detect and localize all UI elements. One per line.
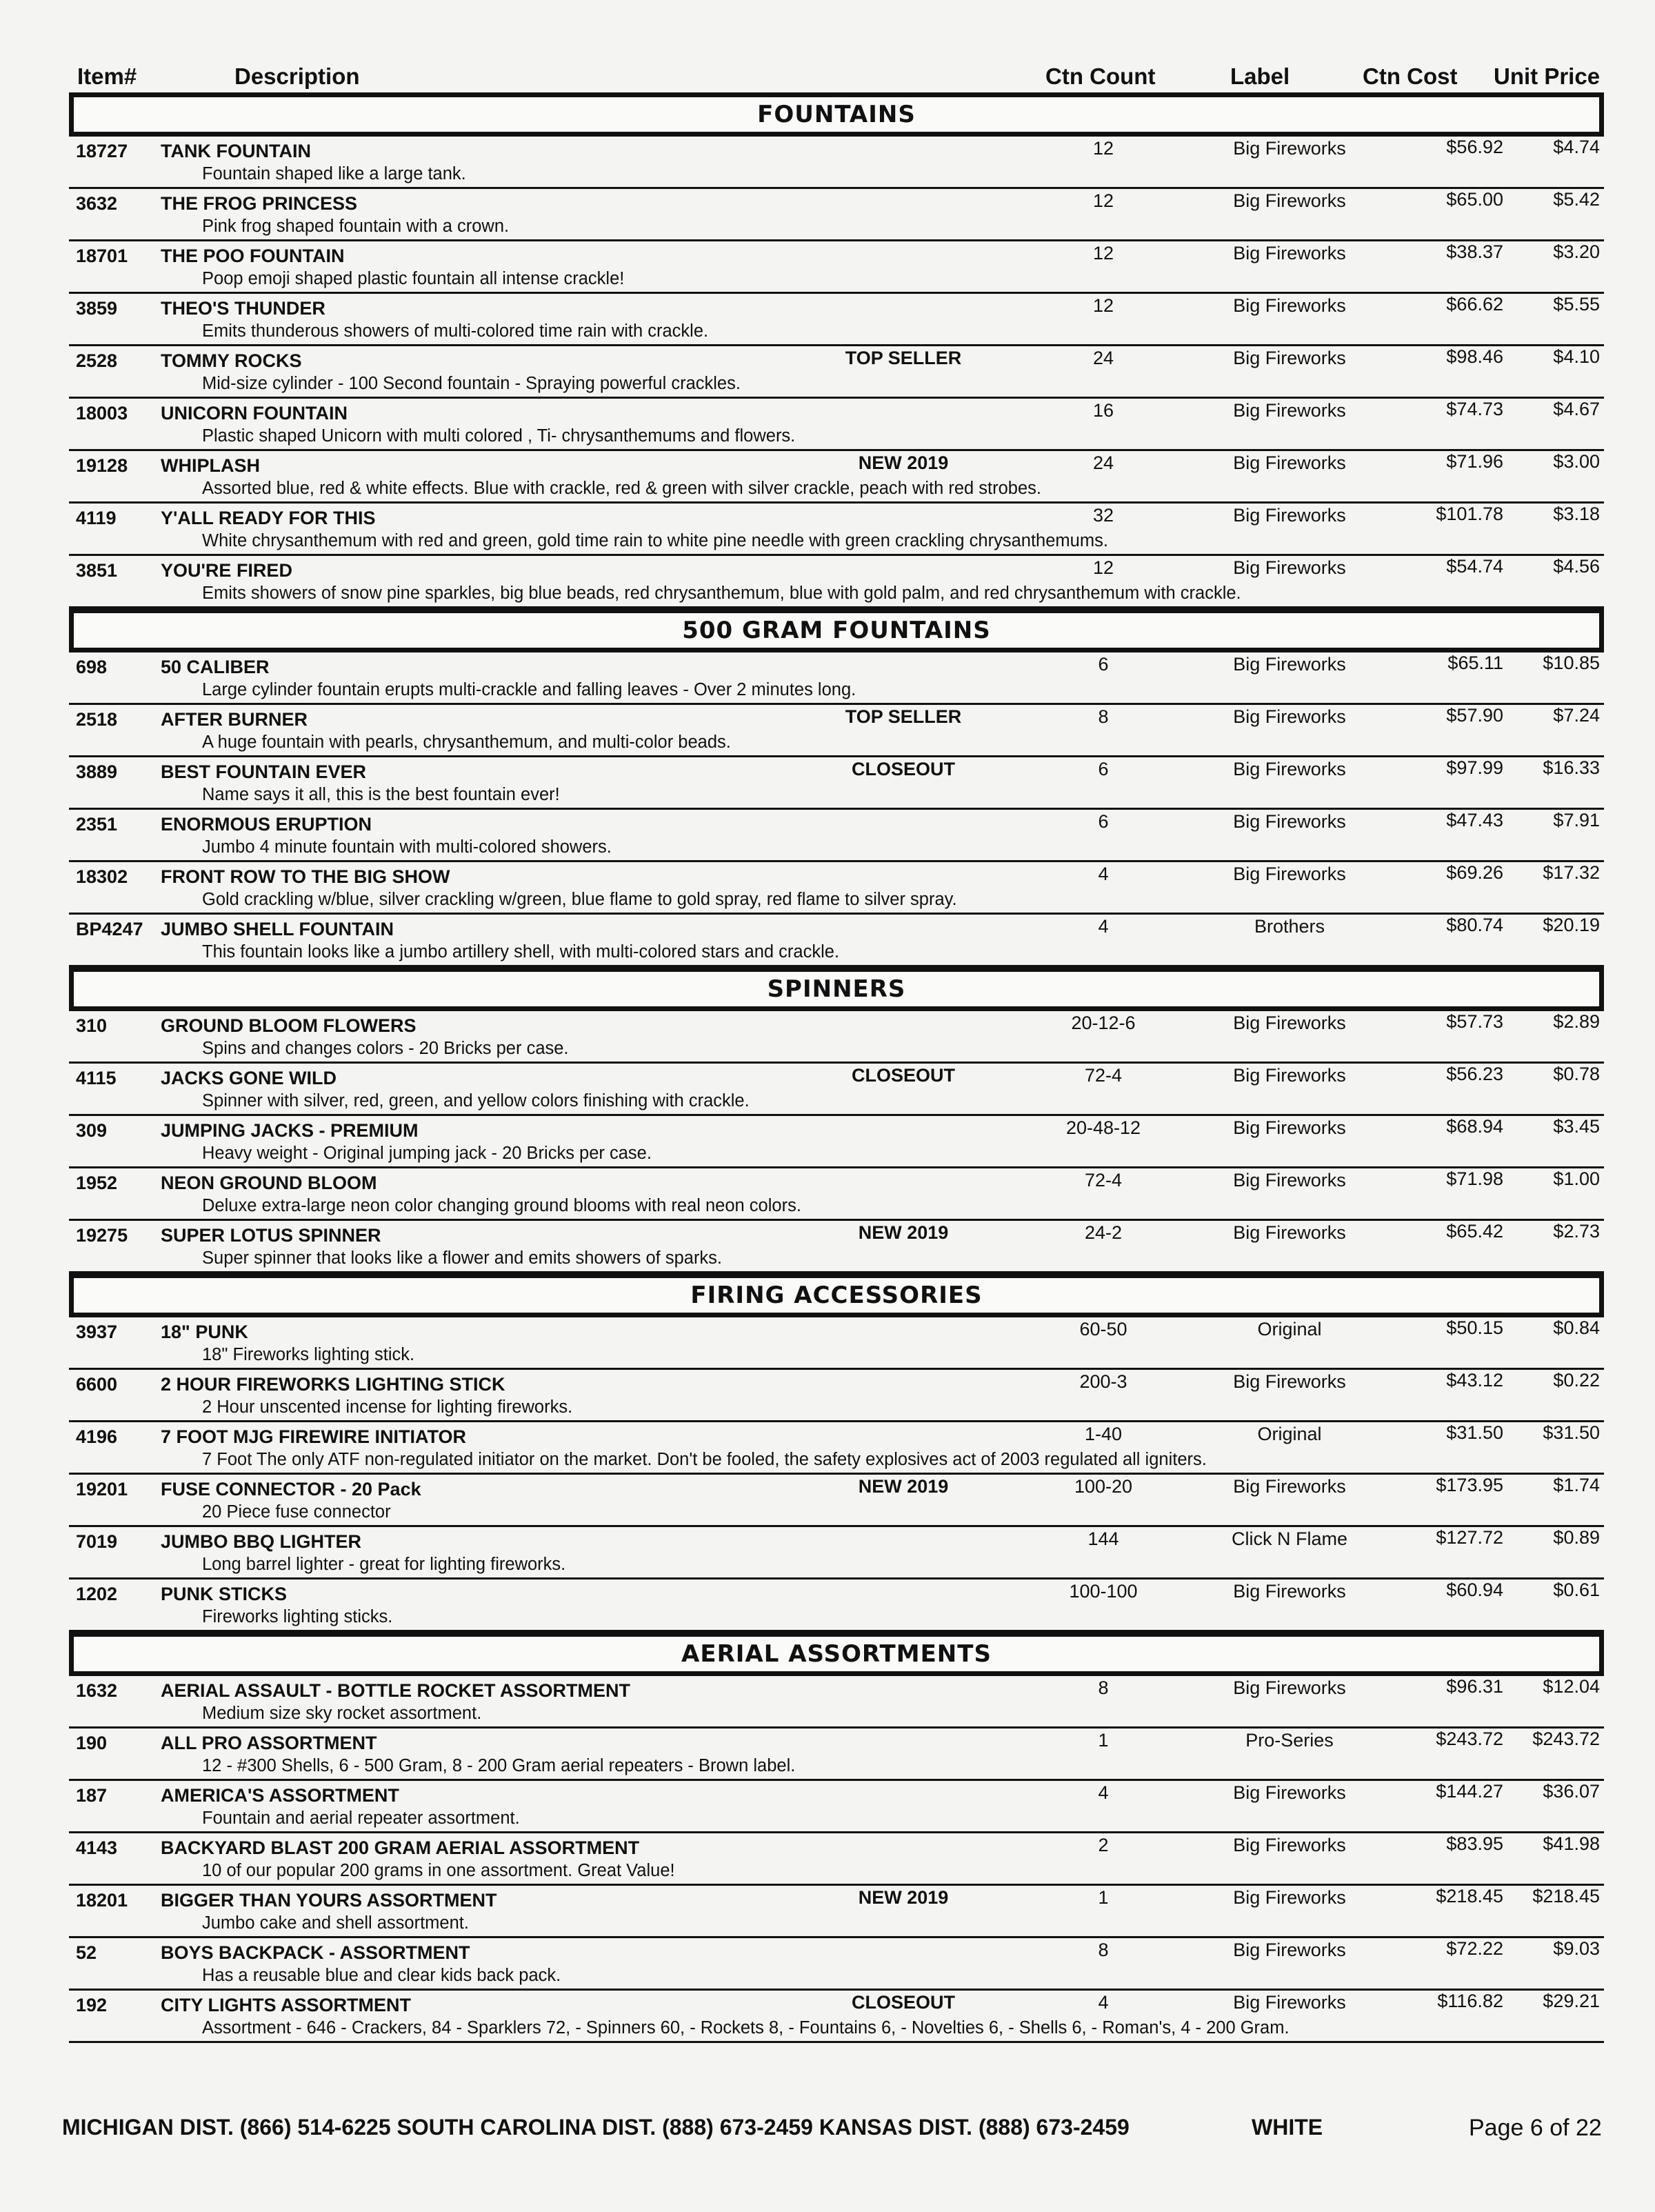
product-name: BIGGER THAN YOURS ASSORTMENT (161, 1890, 497, 1911)
product-description: A huge fountain with pearls, chrysanthemum, and multi-color beads. (202, 733, 731, 752)
carton-count: 8 (1098, 706, 1109, 727)
carton-count: 32 (1092, 505, 1114, 526)
status-badge: NEW 2019 (858, 1887, 949, 1908)
product-name: SUPER LOTUS SPINNER (161, 1225, 381, 1246)
product-name: ENORMOUS ERUPTION (161, 814, 372, 835)
table-row (69, 1011, 1604, 1064)
unit-price: $7.24 (1553, 705, 1600, 726)
brand-label: Big Fireworks (1233, 1887, 1346, 1908)
product-description: Heavy weight - Original jumping jack - 20 Bricks per case. (202, 1144, 652, 1163)
item-number: 3859 (76, 298, 118, 319)
unit-price: $218.45 (1532, 1886, 1600, 1906)
carton-count: 2 (1098, 1835, 1109, 1855)
table-row (69, 1422, 1604, 1475)
unit-price: $17.32 (1543, 862, 1600, 883)
table-row (69, 1064, 1604, 1116)
brand-label: Big Fireworks (1233, 243, 1346, 263)
carton-count: 12 (1092, 295, 1114, 316)
product-name: YOU'RE FIRED (161, 560, 292, 581)
item-number: 19275 (76, 1225, 128, 1246)
brand-label: Big Fireworks (1233, 864, 1346, 884)
unit-price: $3.18 (1553, 504, 1600, 524)
page-number: Page 6 of 22 (1469, 2115, 1602, 2141)
table-row (69, 1475, 1604, 1527)
product-description: Jumbo 4 minute fountain with multi-colored showers. (202, 837, 612, 857)
brand-label: Big Fireworks (1233, 654, 1346, 675)
product-name: THEO'S THUNDER (161, 298, 325, 319)
unit-price: $4.56 (1553, 556, 1600, 577)
unit-price: $4.10 (1553, 346, 1600, 367)
table-row (69, 1676, 1604, 1728)
carton-cost: $65.00 (1446, 189, 1503, 210)
product-description: Assortment - 646 - Crackers, 84 - Sparklers 72, - Spinners 60, - Rockets 8, - Fountains 6, - Novelties 6, - Shells 6, - Roman's, 4 - 200 Gram. (202, 2018, 1290, 2037)
carton-count: 8 (1098, 1677, 1109, 1698)
carton-count: 100-20 (1074, 1476, 1133, 1497)
carton-cost: $83.95 (1446, 1833, 1503, 1854)
table-row (69, 1317, 1604, 1370)
carton-cost: $38.37 (1446, 241, 1503, 262)
status-badge: CLOSEOUT (851, 759, 955, 779)
table-row (69, 189, 1604, 241)
carton-cost: $31.50 (1446, 1422, 1503, 1443)
brand-label: Big Fireworks (1233, 706, 1346, 727)
status-badge: NEW 2019 (858, 452, 949, 473)
item-number: 18701 (76, 246, 128, 266)
product-name: ALL PRO ASSORTMENT (161, 1733, 377, 1753)
carton-count: 1 (1098, 1887, 1109, 1908)
carton-count: 12 (1092, 190, 1114, 211)
carton-count: 60-50 (1079, 1319, 1127, 1339)
carton-count: 20-48-12 (1065, 1117, 1141, 1138)
carton-count: 200-3 (1079, 1371, 1127, 1392)
product-description: Fountain shaped like a large tank. (202, 164, 466, 183)
carton-cost: $65.11 (1447, 652, 1503, 673)
item-number: 52 (76, 1942, 97, 1963)
item-number: 1952 (76, 1173, 118, 1193)
unit-price: $5.42 (1553, 189, 1600, 210)
item-number: 18302 (76, 866, 128, 887)
brand-label: Big Fireworks (1233, 557, 1346, 578)
product-description: 12 - #300 Shells, 6 - 500 Gram, 8 - 200 Gram aerial repeaters - Brown label. (202, 1756, 796, 1775)
product-description: Has a reusable blue and clear kids back pack. (202, 1966, 561, 1985)
carton-cost: $56.23 (1446, 1064, 1503, 1084)
unit-price: $16.33 (1543, 757, 1600, 778)
product-description: Medium size sky rocket assortment. (202, 1704, 482, 1723)
product-description: Assorted blue, red & white effects. Blue with crackle, red & green with silver crackle, peach with red strobes. (202, 479, 1042, 498)
carton-cost: $60.94 (1446, 1580, 1503, 1600)
carton-count: 72-4 (1084, 1170, 1123, 1190)
brand-label: Original (1257, 1319, 1322, 1339)
table-row (69, 137, 1604, 189)
table-row (69, 1580, 1604, 1632)
brand-label: Big Fireworks (1233, 1065, 1346, 1086)
table-row (69, 1527, 1604, 1580)
product-name: AFTER BURNER (161, 709, 308, 730)
section-header: FIRING ACCESSORIES (69, 1273, 1604, 1317)
carton-cost: $101.78 (1436, 504, 1503, 524)
product-name: FRONT ROW TO THE BIG SHOW (161, 866, 450, 887)
unit-price: $3.00 (1553, 451, 1600, 472)
brand-label: Brothers (1254, 916, 1325, 937)
product-description: 7 Foot The only ATF non-regulated initiator on the market. Don't be fooled, the safety explosives act of 2003 regulated all igniters. (202, 1450, 1207, 1469)
carton-cost: $50.15 (1446, 1317, 1503, 1338)
product-description: Long barrel lighter - great for lighting fireworks. (202, 1555, 566, 1574)
product-name: GROUND BLOOM FLOWERS (161, 1015, 417, 1036)
status-badge: NEW 2019 (858, 1222, 949, 1243)
item-number: 18003 (76, 403, 128, 424)
carton-cost: $144.27 (1436, 1781, 1503, 1802)
item-number: 18201 (76, 1890, 128, 1911)
table-row (69, 556, 1604, 608)
carton-cost: $98.46 (1446, 346, 1503, 367)
unit-price: $0.89 (1553, 1527, 1600, 1548)
product-description: Fireworks lighting sticks. (202, 1607, 393, 1626)
table-row (69, 241, 1604, 294)
unit-price: $36.07 (1543, 1781, 1600, 1802)
column-header-ctn-cost: Ctn Cost (1363, 63, 1458, 89)
table-row (69, 1116, 1604, 1168)
unit-price: $243.72 (1532, 1728, 1600, 1749)
section-header: 500 GRAM FOUNTAINS (69, 608, 1604, 652)
item-number: 2518 (76, 709, 118, 730)
unit-price: $1.00 (1553, 1168, 1600, 1189)
column-header-item: Item# (77, 63, 137, 89)
product-name: AMERICA'S ASSORTMENT (161, 1785, 399, 1806)
product-name: THE FROG PRINCESS (161, 193, 358, 214)
carton-cost: $71.98 (1446, 1168, 1503, 1189)
carton-cost: $80.74 (1446, 915, 1503, 935)
unit-price: $4.67 (1553, 399, 1600, 419)
status-badge: CLOSEOUT (851, 1065, 955, 1086)
carton-count: 4 (1098, 916, 1109, 937)
product-description: Poop emoji shaped plastic fountain all intense crackle! (202, 269, 625, 288)
product-name: AERIAL ASSAULT - BOTTLE ROCKET ASSORTMENT (161, 1680, 630, 1701)
item-number: 4196 (76, 1426, 118, 1447)
carton-count: 1 (1098, 1730, 1109, 1751)
section-header: AERIAL ASSORTMENTS (69, 1632, 1604, 1676)
table-row (69, 346, 1604, 399)
brand-label: Big Fireworks (1233, 1371, 1346, 1392)
table-row (69, 1833, 1604, 1886)
status-badge: CLOSEOUT (851, 1992, 955, 2013)
product-name: JUMBO BBQ LIGHTER (161, 1531, 362, 1552)
product-description: Name says it all, this is the best fountain ever! (202, 785, 560, 804)
product-description: Spins and changes colors - 20 Bricks per case. (202, 1039, 569, 1058)
brand-label: Big Fireworks (1233, 1992, 1346, 2013)
column-header-label: Label (1230, 63, 1290, 89)
product-description: Large cylinder fountain erupts multi-crackle and falling leaves - Over 2 minutes long. (202, 680, 856, 699)
item-number: 1202 (76, 1584, 118, 1604)
table-row (69, 862, 1604, 915)
product-name: 18" PUNK (161, 1322, 248, 1342)
carton-cost: $43.12 (1446, 1370, 1503, 1391)
product-name: FUSE CONNECTOR - 20 Pack (161, 1479, 421, 1499)
product-name: Y'ALL READY FOR THIS (161, 508, 376, 528)
unit-price: $1.74 (1553, 1475, 1600, 1495)
unit-price: $4.74 (1553, 137, 1600, 157)
unit-price: $7.91 (1553, 810, 1600, 830)
brand-label: Big Fireworks (1233, 1170, 1346, 1190)
brand-label: Big Fireworks (1233, 1013, 1346, 1033)
product-name: TOMMY ROCKS (161, 350, 302, 371)
carton-count: 72-4 (1084, 1065, 1123, 1086)
carton-cost: $173.95 (1436, 1475, 1503, 1495)
product-description: Deluxe extra-large neon color changing ground blooms with real neon colors. (202, 1196, 801, 1215)
carton-count: 1-40 (1084, 1424, 1123, 1444)
item-number: 3889 (76, 761, 118, 782)
brand-label: Big Fireworks (1233, 400, 1346, 421)
carton-cost: $57.73 (1446, 1011, 1503, 1032)
product-name: TANK FOUNTAIN (161, 141, 311, 161)
carton-count: 6 (1098, 759, 1109, 779)
column-header-ctn-count: Ctn Count (1045, 63, 1156, 89)
unit-price: $20.19 (1543, 915, 1600, 935)
distributor-phones: MICHIGAN DIST. (866) 514-6225 SOUTH CAROLINA DIST. (888) 673-2459 KANSAS DIST. (888) 673-2459 (62, 2115, 1130, 2140)
carton-count: 24 (1092, 452, 1114, 473)
carton-count: 6 (1098, 811, 1109, 832)
column-header-description: Description (234, 63, 360, 89)
product-name: 50 CALIBER (161, 657, 270, 677)
product-description: 2 Hour unscented incense for lighting fireworks. (202, 1397, 573, 1417)
item-number: 18727 (76, 141, 128, 161)
unit-price: $3.20 (1553, 241, 1600, 262)
product-description: Plastic shaped Unicorn with multi colored , Ti- chrysanthemums and flowers. (202, 426, 796, 446)
brand-label: Big Fireworks (1233, 190, 1346, 211)
table-row (69, 705, 1604, 757)
table-row (69, 1168, 1604, 1221)
column-header-unit-price: Unit Price (1494, 63, 1601, 89)
brand-label: Big Fireworks (1233, 1581, 1346, 1602)
page-footer (62, 2115, 1614, 2148)
unit-price: $31.50 (1543, 1422, 1600, 1443)
table-row (69, 915, 1604, 967)
item-number: 3851 (76, 560, 118, 581)
carton-count: 6 (1098, 654, 1109, 675)
item-number: 19128 (76, 455, 128, 476)
product-name: JACKS GONE WILD (161, 1068, 337, 1088)
item-number: 698 (76, 657, 108, 677)
product-description: Gold crackling w/blue, silver crackling w/green, blue flame to gold spray, red flame to silver spray. (202, 890, 957, 909)
carton-cost: $56.92 (1446, 137, 1503, 157)
unit-price: $2.89 (1553, 1011, 1600, 1032)
unit-price: $12.04 (1543, 1676, 1600, 1697)
unit-price: $29.21 (1543, 1991, 1600, 2011)
item-number: 4115 (76, 1068, 117, 1088)
carton-cost: $57.90 (1446, 705, 1503, 726)
product-description: White chrysanthemum with red and green, gold time rain to white pine needle with green crackling chrysanthemums. (202, 531, 1108, 550)
product-name: WHIPLASH (161, 455, 260, 476)
item-number: 309 (76, 1120, 108, 1141)
item-number: 4143 (76, 1837, 118, 1858)
unit-price: $3.45 (1553, 1116, 1600, 1137)
unit-price: $0.22 (1553, 1370, 1600, 1391)
carton-cost: $74.73 (1446, 399, 1503, 419)
brand-label: Big Fireworks (1233, 295, 1346, 316)
carton-count: 16 (1092, 400, 1114, 421)
brand-label: Big Fireworks (1233, 138, 1346, 159)
unit-price: $5.55 (1553, 294, 1600, 315)
table-row (69, 1728, 1604, 1781)
carton-count: 12 (1092, 138, 1114, 159)
product-description: Pink frog shaped fountain with a crown. (202, 217, 510, 236)
carton-cost: $243.72 (1436, 1728, 1503, 1749)
unit-price: $0.84 (1553, 1317, 1600, 1338)
brand-label: Click N Flame (1231, 1528, 1347, 1549)
unit-price: $9.03 (1553, 1938, 1600, 1959)
unit-price: $41.98 (1543, 1833, 1600, 1854)
unit-price: $0.61 (1553, 1580, 1600, 1600)
table-row (69, 1781, 1604, 1833)
carton-cost: $218.45 (1436, 1886, 1503, 1906)
product-description: Jumbo cake and shell assortment. (202, 1913, 469, 1933)
brand-label: Big Fireworks (1233, 1476, 1346, 1497)
carton-cost: $72.22 (1446, 1938, 1503, 1959)
product-name: CITY LIGHTS ASSORTMENT (161, 1995, 412, 2015)
product-name: BOYS BACKPACK - ASSORTMENT (161, 1942, 470, 1963)
item-number: 3632 (76, 193, 118, 214)
product-name: 7 FOOT MJG FIREWIRE INITIATOR (161, 1426, 467, 1447)
product-name: JUMPING JACKS - PREMIUM (161, 1120, 419, 1141)
table-row (69, 1886, 1604, 1938)
carton-count: 12 (1092, 243, 1114, 263)
unit-price: $2.73 (1553, 1221, 1600, 1242)
product-name: PUNK STICKS (161, 1584, 288, 1604)
item-number: 19201 (76, 1479, 128, 1499)
carton-cost: $54.74 (1446, 556, 1503, 577)
item-number: 7019 (76, 1531, 118, 1552)
product-description: Fountain and aerial repeater assortment. (202, 1809, 520, 1828)
product-table (69, 92, 1604, 2043)
carton-count: 4 (1098, 1782, 1109, 1803)
product-name: 2 HOUR FIREWORKS LIGHTING STICK (161, 1374, 505, 1395)
carton-cost: $116.82 (1437, 1991, 1503, 2011)
table-row (69, 1991, 1604, 2043)
carton-count: 100-100 (1069, 1581, 1138, 1602)
table-row (69, 1938, 1604, 1991)
brand-label: Original (1257, 1424, 1322, 1444)
carton-count: 24-2 (1084, 1222, 1123, 1243)
table-row (69, 399, 1604, 451)
table-row (69, 504, 1604, 556)
product-name: BACKYARD BLAST 200 GRAM AERIAL ASSORTMENT (161, 1837, 640, 1858)
brand-label: Big Fireworks (1233, 348, 1346, 368)
table-row (69, 1370, 1604, 1422)
carton-cost: $96.31 (1446, 1676, 1503, 1697)
item-number: 6600 (76, 1374, 118, 1395)
status-badge: TOP SELLER (845, 348, 962, 368)
product-name: THE POO FOUNTAIN (161, 246, 345, 266)
carton-cost: $97.99 (1446, 757, 1503, 778)
item-number: BP4247 (76, 919, 143, 939)
product-description: Emits thunderous showers of multi-colored time rain with crackle. (202, 321, 709, 341)
product-description: Mid-size cylinder - 100 Second fountain - Spraying powerful crackles. (202, 374, 741, 393)
product-name: BEST FOUNTAIN EVER (161, 761, 367, 782)
product-name: JUMBO SHELL FOUNTAIN (161, 919, 394, 939)
carton-count: 4 (1098, 1992, 1109, 2013)
carton-cost: $65.42 (1446, 1221, 1503, 1242)
unit-price: $0.78 (1553, 1064, 1600, 1084)
item-number: 2351 (76, 814, 118, 835)
product-description: 20 Piece fuse connector (202, 1502, 391, 1522)
product-name: NEON GROUND BLOOM (161, 1173, 377, 1193)
item-number: 2528 (76, 350, 118, 371)
brand-label: Big Fireworks (1233, 1782, 1346, 1803)
brand-label: Big Fireworks (1233, 505, 1346, 526)
brand-label: Big Fireworks (1233, 1677, 1346, 1698)
item-number: 3937 (76, 1322, 118, 1342)
section-header: FOUNTAINS (69, 92, 1604, 137)
brand-label: Big Fireworks (1233, 452, 1346, 473)
carton-count: 24 (1092, 348, 1114, 368)
table-row (69, 757, 1604, 810)
brand-label: Pro-Series (1245, 1730, 1334, 1751)
carton-cost: $47.43 (1446, 810, 1503, 830)
brand-label: Big Fireworks (1233, 811, 1346, 832)
item-number: 190 (76, 1733, 108, 1753)
item-number: 1632 (76, 1680, 118, 1701)
brand-label: Big Fireworks (1233, 759, 1346, 779)
item-number: 187 (76, 1785, 108, 1806)
carton-cost: $66.62 (1446, 294, 1503, 315)
product-name: UNICORN FOUNTAIN (161, 403, 348, 424)
carton-cost: $71.96 (1446, 451, 1503, 472)
table-row (69, 1221, 1604, 1273)
brand-label: Big Fireworks (1233, 1940, 1346, 1960)
carton-count: 20-12-6 (1071, 1013, 1136, 1033)
product-description: Emits showers of snow pine sparkles, big blue beads, red chrysanthemum, blue with gold palm, and red chrysanthemum with crackle. (202, 584, 1241, 603)
status-badge: NEW 2019 (858, 1476, 949, 1497)
table-row (69, 451, 1604, 504)
item-number: 4119 (76, 508, 117, 528)
carton-count: 8 (1098, 1940, 1109, 1960)
table-row (69, 652, 1604, 705)
product-description: This fountain looks like a jumbo artillery shell, with multi-colored stars and crackle. (202, 942, 840, 961)
carton-count: 4 (1098, 864, 1109, 884)
item-number: 192 (76, 1995, 108, 2015)
product-description: Spinner with silver, red, green, and yellow colors finishing with crackle. (202, 1091, 750, 1110)
table-row (69, 294, 1604, 346)
brand-label: Big Fireworks (1233, 1835, 1346, 1855)
product-description: Super spinner that looks like a flower and emits showers of sparks. (202, 1248, 723, 1268)
status-badge: TOP SELLER (845, 706, 962, 727)
item-number: 310 (76, 1015, 108, 1036)
carton-count: 144 (1087, 1528, 1119, 1549)
product-description: 18" Fireworks lighting stick. (202, 1345, 415, 1364)
brand-label: Big Fireworks (1233, 1117, 1346, 1138)
unit-price: $10.85 (1543, 652, 1600, 673)
carton-count: 12 (1092, 557, 1114, 578)
section-header: SPINNERS (69, 967, 1604, 1011)
carton-cost: $127.72 (1436, 1527, 1503, 1548)
carton-cost: $68.94 (1446, 1116, 1503, 1137)
carton-cost: $69.26 (1446, 862, 1503, 883)
paper-color-label: WHITE (1252, 2115, 1323, 2140)
table-row (69, 810, 1604, 862)
brand-label: Big Fireworks (1233, 1222, 1346, 1243)
product-description: 10 of our popular 200 grams in one assortment. Great Value! (202, 1861, 675, 1880)
